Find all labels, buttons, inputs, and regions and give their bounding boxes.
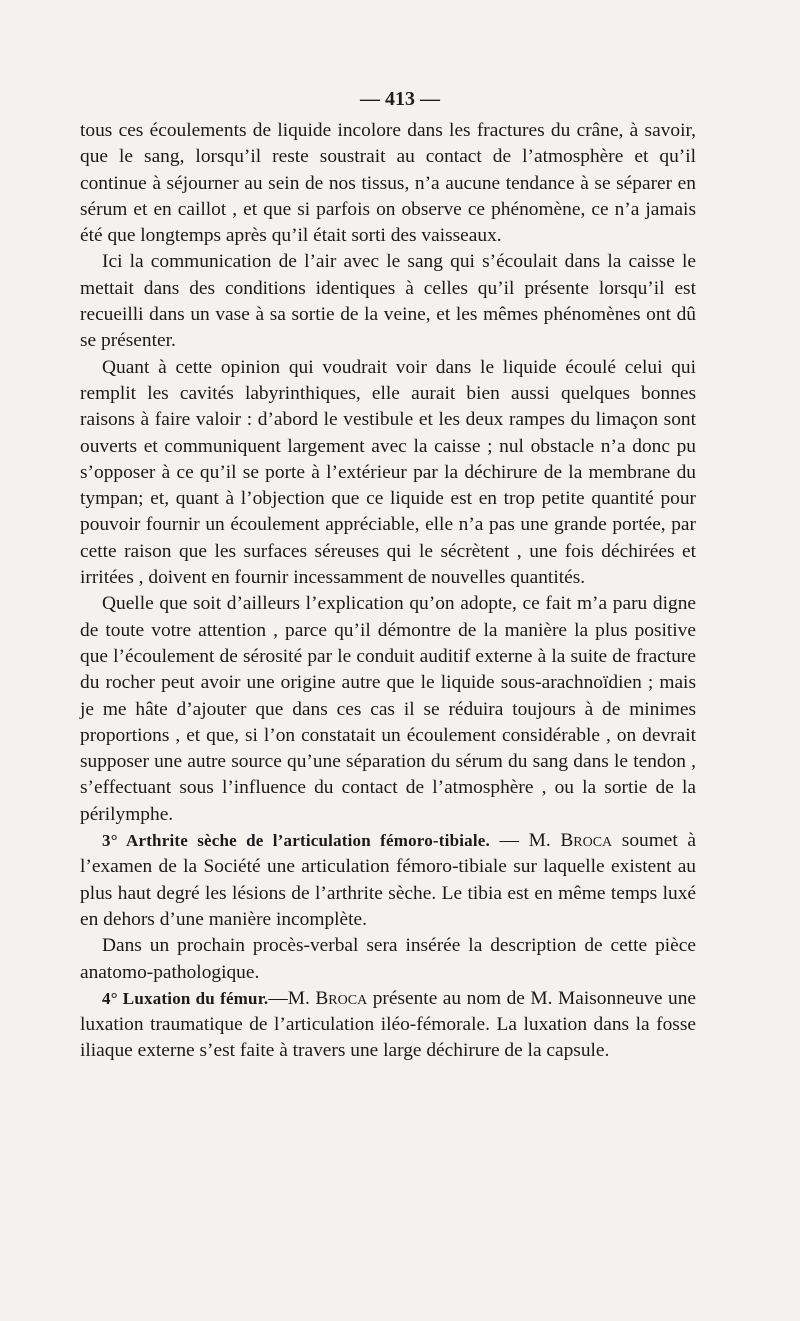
author-name: Broca [560,830,613,852]
section-heading-arthrite: 3° Arthrite sèche de l’articulation fémoro-tibiale. [102,831,490,851]
separator-text: —M. [268,987,316,1009]
paragraph-luxation [80,986,696,1065]
section-heading-luxation: 4° Luxation du fémur. [102,988,269,1008]
paragraph-arthrite [80,828,696,933]
paragraph-proces-verbal: Dans un prochain procès-verbal sera insérée la description de cette pièce anatomo-pathologique. [80,935,696,983]
paragraph-air-communication: Ici la communication de l’air avec le sang qui s’écoulait dans la caisse le mettait dans des conditions identiques à celles qu’il présente lorsqu’il est recueilli dans un vase à sa sortie de la veine, et les mêmes phénomènes ont dû se présenter. [80,251,696,352]
page-number: — 413 — [360,88,440,110]
paragraph-text: présente au nom de M. Maisonneuve une luxation traumatique de l’articulation iléo-fémorale. La luxation dans la fosse iliaque externe s’est faite à travers une large déchirure de la capsule. [80,987,696,1062]
paragraph-text: soumet à l’examen de la Société une articulation fémoro-tibiale sur laquelle existent au plus haut degré les lésions de l’arthrite sèche. Le tibia est en même temps luxé en dehors d’une manière incomplète. [80,830,696,930]
page-body [80,118,696,1065]
paragraph-labyrinth-opinion: Quant à cette opinion qui voudrait voir dans le liquide écoulé celui qui remplit les cavités labyrinthiques, elle aurait bien aussi quelques bonnes raisons à faire valoir : d’abord le vestibule et les deux rampes du limaçon sont ouverts et communiquent largement avec la caisse ; nul obstacle n’a donc pu s’opposer à ce qu’il se porte à l’extérieur par la déchirure de la membrane du tympan; et, quant à l’objection que ce liquide est en trop petite quantité pour pouvoir fournir un écoulement appréciable, elle n’a pas une grande portée, par cette raison que les surfaces séreuses qui le sécrètent , une fois déchirées et irritées , doivent en fournir incessamment de nouvelles quantités. [80,356,696,589]
paragraph-continuation: tous ces écoulements de liquide incolore dans les fractures du crâne, à savoir, que le sang, lorsqu’il reste soustrait au contact de l’atmosphère et qu’il continue à séjourner au sein de nos tissus, n’a aucune tendance à se séparer en sérum et en caillot , et que si parfois on observe ce phénomène, ce n’a jamais été que longtemps après qu’il était sorti des vaisseaux. [80,120,696,247]
separator-text: — M. [489,830,561,852]
author-name: Broca [315,987,368,1009]
paragraph-explanation: Quelle que soit d’ailleurs l’explication qu’on adopte, ce fait m’a paru digne de toute votre attention , parce qu’il démontre de la manière la plus positive que l’écoulement de sérosité par le conduit auditif externe à la suite de fracture du rocher peut avoir une origine autre que le liquide sous-arachnoïdien ; mais je me hâte d’ajouter que dans ces cas il se réduira toujours à de minimes proportions , et que, si l’on constatait un écoulement considérable , on devrait supposer une autre source qu’une séparation du sérum du sang dans le tendon , s’effectuant sous l’influence du contact de l’atmosphère , ou la sortie de la périlymphe. [80,593,696,825]
